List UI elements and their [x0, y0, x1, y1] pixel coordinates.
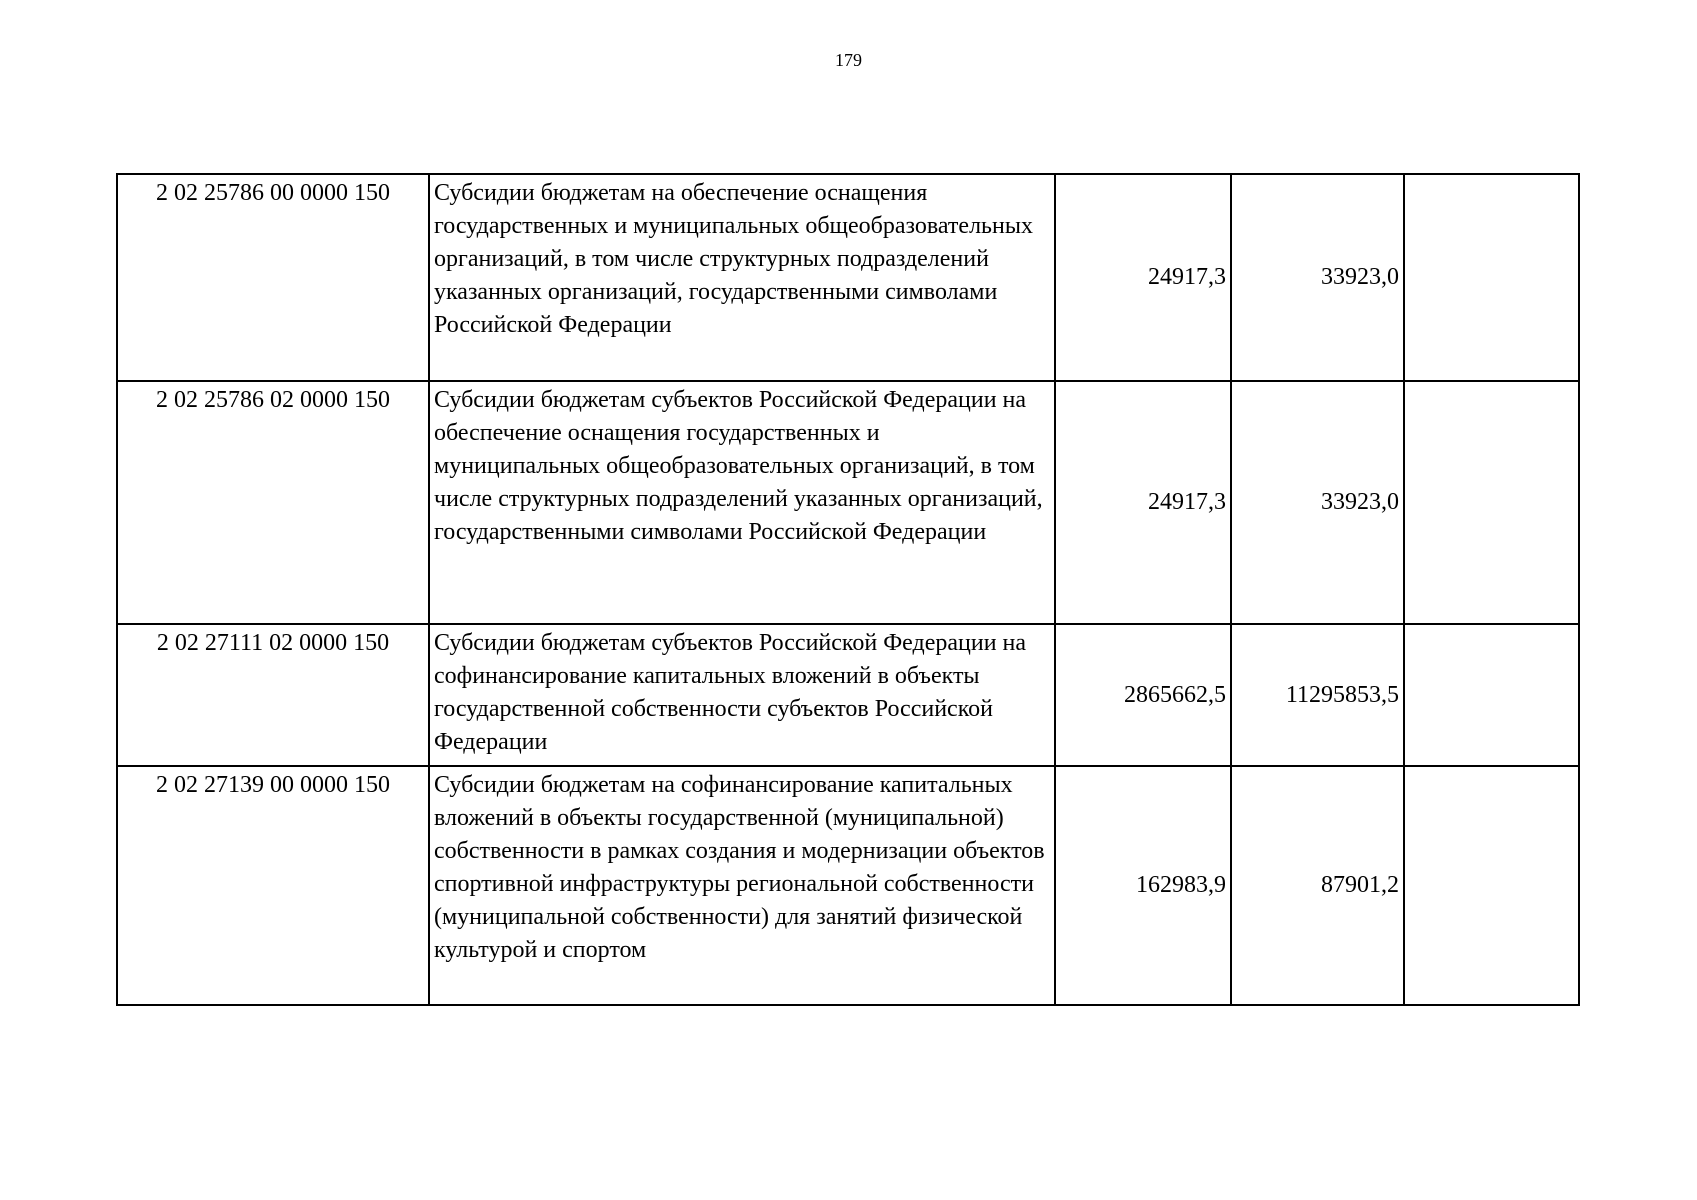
- budget-code-cell: 2 02 25786 02 0000 150: [117, 381, 429, 624]
- page-number: 179: [835, 50, 862, 70]
- description-cell: Субсидии бюджетам на обеспечение оснащения государственных и муниципальных общеобразовательных организаций, в том числе структурных подразделений указанных организаций, государственными символами Российской Федерации: [429, 174, 1055, 381]
- description-cell: Субсидии бюджетам субъектов Российской Федерации на обеспечение оснащения государственных и муниципальных общеобразовательных организаций, в том числе структурных подразделений указанных организаций, государственными символами Российской Федерации: [429, 381, 1055, 624]
- value-3-cell: [1404, 381, 1579, 624]
- value-1-cell: 162983,9: [1055, 766, 1231, 1005]
- value-3-cell: [1404, 766, 1579, 1005]
- value-2-cell: 33923,0: [1231, 381, 1404, 624]
- value-1-cell: 24917,3: [1055, 174, 1231, 381]
- value-1-cell: 2865662,5: [1055, 624, 1231, 766]
- value-2-cell: 11295853,5: [1231, 624, 1404, 766]
- budget-code-cell: 2 02 25786 00 0000 150: [117, 174, 429, 381]
- value-2-cell: 87901,2: [1231, 766, 1404, 1005]
- budget-code-cell: 2 02 27111 02 0000 150: [117, 624, 429, 766]
- value-3-cell: [1404, 624, 1579, 766]
- value-1-cell: 24917,3: [1055, 381, 1231, 624]
- table-row: [117, 174, 1579, 381]
- table-row: [117, 766, 1579, 1005]
- description-cell: Субсидии бюджетам субъектов Российской Федерации на софинансирование капитальных вложений в объекты государственной собственности субъектов Российской Федерации: [429, 624, 1055, 766]
- description-cell: Субсидии бюджетам на софинансирование капитальных вложений в объекты государственной (муниципальной) собственности в рамках создания и модернизации объектов спортивной инфраструктуры региональной собственности (муниципальной собственности) для занятий физической культурой и спортом: [429, 766, 1055, 1005]
- value-2-cell: 33923,0: [1231, 174, 1404, 381]
- table-row: [117, 381, 1579, 624]
- value-3-cell: [1404, 174, 1579, 381]
- budget-code-cell: 2 02 27139 00 0000 150: [117, 766, 429, 1005]
- budget-table: [116, 173, 1580, 1006]
- table-row: [117, 624, 1579, 766]
